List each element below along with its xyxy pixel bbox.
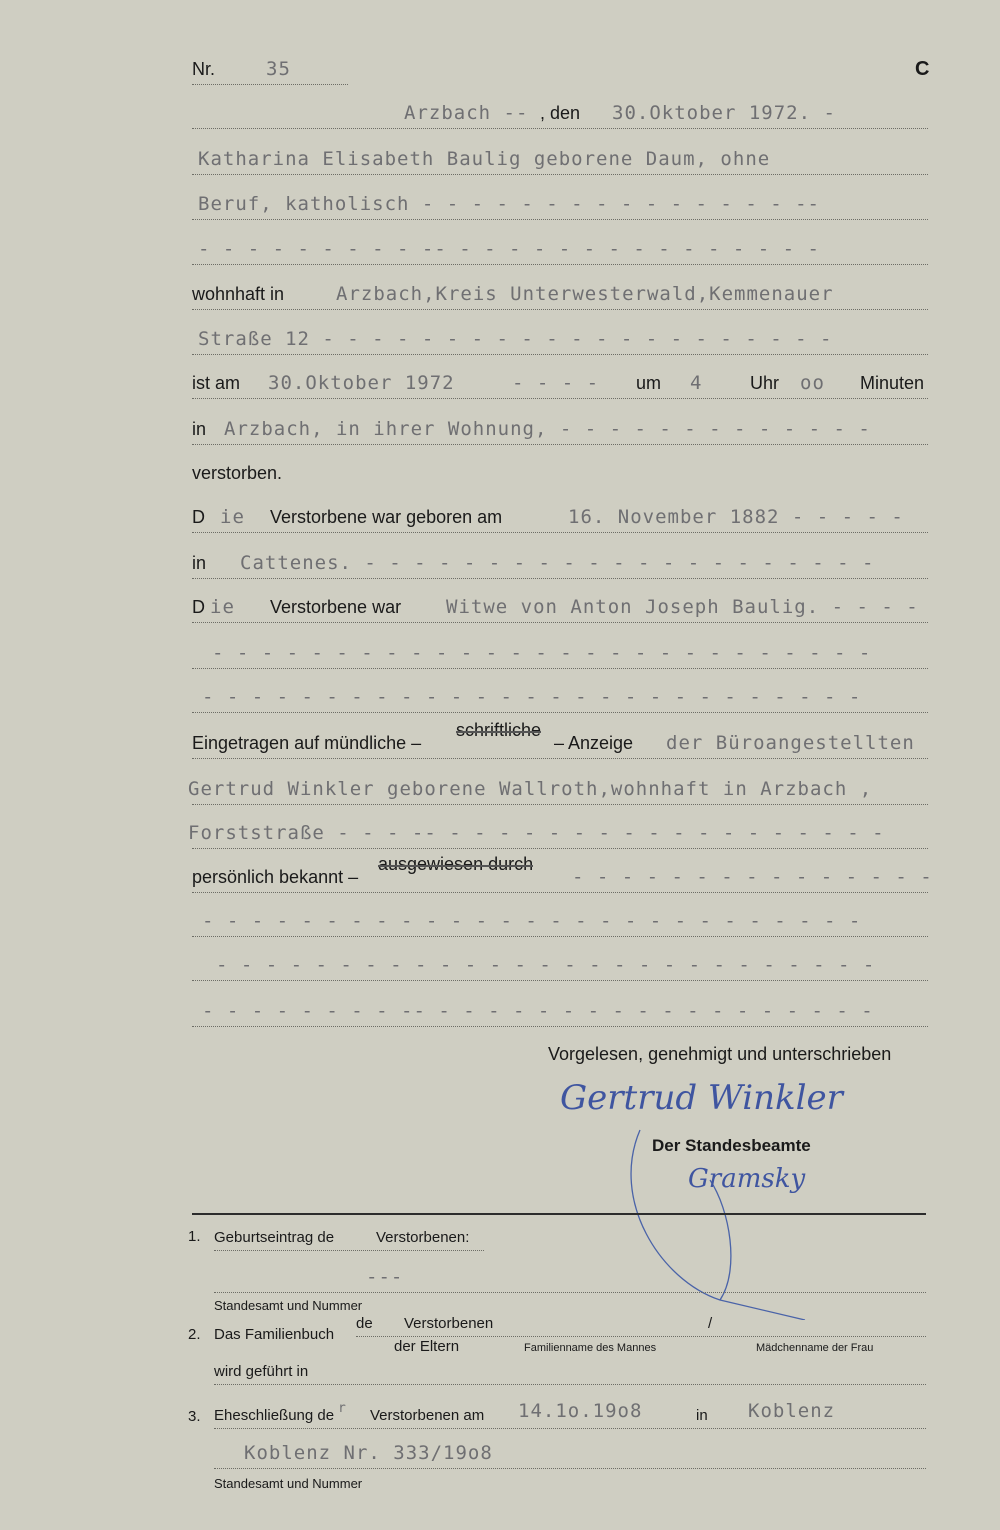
note-3-date: 14.1o.19o8 [518, 1400, 643, 1422]
marital-status: Witwe von Anton Joseph Baulig. - - - - [446, 596, 919, 618]
note-3-registry-line [214, 1434, 926, 1469]
dash-filler: - - - - - - - - - - - - - - - - - - - - - - - - - - - [202, 686, 862, 708]
birth-date: 16. November 1882 - - - - - [568, 506, 904, 528]
dash-filler: - - - - - - - - - - - - - - - - - - - - - - - - - - - [202, 910, 862, 932]
residence-line-2 [192, 320, 928, 355]
death-place-line [192, 410, 928, 445]
uhr-label: Uhr [750, 373, 780, 393]
note-3-number: 3. [188, 1408, 201, 1425]
note-2-verstorbenen: Verstorbenen [404, 1315, 494, 1332]
den-label: , den [540, 103, 581, 123]
note-3-small: Standesamt und Nummer [214, 1476, 363, 1491]
informant-dash-line-3 [192, 992, 928, 1027]
ie-typed: ie [220, 506, 245, 528]
death-place: Arzbach, in ihrer Wohnung, - - - - - - - - - - - - - [224, 418, 871, 440]
ie-typed: ie [210, 596, 235, 618]
number-line [192, 50, 348, 85]
verstorben-line [192, 454, 928, 488]
geboren-label: Verstorbene war geboren am [270, 507, 503, 527]
place-date-line [192, 94, 928, 129]
date: 30.Oktober 1972. - [612, 102, 836, 124]
note-3-place: Koblenz [748, 1400, 836, 1422]
note-2-eltern: der Eltern [394, 1338, 460, 1355]
note-1-small: Standesamt und Nummer [214, 1298, 363, 1313]
bekannt-label: persönlich bekannt – [192, 867, 359, 887]
note-1-value-line [214, 1258, 926, 1293]
informant-signature: Gertrud Winkler [560, 1078, 843, 1118]
informant-occupation: der Büroangestellten [666, 732, 915, 754]
note-3-r: r [338, 1401, 347, 1416]
anzeige-label: – Anzeige [554, 733, 634, 753]
name-line-1 [192, 140, 928, 175]
dash-filler: - - - - - - - - - - - - - - - - - - - - - - - - - - - [216, 954, 876, 976]
wohnhaft-label: wohnhaft in [192, 284, 285, 304]
informant-line-3 [188, 814, 928, 849]
vorgelesen-text: Vorgelesen, genehmigt und unterschrieben [548, 1044, 892, 1064]
note-1-value: --- [366, 1266, 404, 1288]
in-label: in [192, 553, 207, 573]
informant-name: Gertrud Winkler geborene Wallroth,wohnhaft in Arzbach , [188, 778, 873, 800]
ausgewiesen-struck: ausgewiesen durch [378, 854, 534, 874]
note-3-label: Eheschließung de [214, 1407, 335, 1424]
birth-place: Cattenes. - - - - - - - - - - - - - - - - - - - - - [240, 552, 875, 574]
note-2-gefuehrt-line [214, 1356, 926, 1385]
note-3-line [214, 1398, 926, 1429]
note-1-number: 1. [188, 1228, 201, 1245]
d-label: D [192, 597, 205, 617]
dash-filler: - - - - [512, 372, 600, 394]
note-1-label: Geburtseintrag de [214, 1229, 335, 1246]
verstorben-label: verstorben. [192, 463, 283, 483]
deceased-name: Katharina Elisabeth Baulig geborene Daum, ohne [198, 148, 771, 170]
minuten-label: Minuten [860, 373, 925, 393]
place: Arzbach -- [404, 102, 529, 124]
marital-dash-line-2 [192, 678, 928, 713]
birth-date-line [192, 498, 928, 533]
death-date: 30.Oktober 1972 [268, 372, 455, 394]
registrar-signature: Gramsky [688, 1164, 806, 1194]
name-line-2 [192, 185, 928, 220]
dash-filler: - - - - - - - - - -- - - - - - - - - - - - - - - - [198, 238, 820, 260]
note-2-slash: / [708, 1315, 713, 1332]
note-3-label-2: Verstorbenen am [370, 1407, 485, 1424]
note-2-small-frau: Mädchenname der Frau [756, 1342, 874, 1354]
address: Arzbach,Kreis Unterwesterwald,Kemmenauer [336, 283, 834, 305]
dash-filler: - - - - - - - - - - - - - - - [572, 866, 933, 888]
marital-line [192, 588, 928, 623]
note-2-label: Das Familienbuch [214, 1326, 335, 1343]
section-divider [192, 1213, 926, 1215]
informant-line-2 [188, 770, 928, 805]
informant-line-1 [192, 720, 928, 759]
war-label: Verstorbene war [270, 597, 402, 617]
address-street: Straße 12 - - - - - - - - - - - - - - - - - - - - - [198, 328, 833, 350]
name-line-3 [192, 230, 928, 265]
nr-label: Nr. [192, 59, 216, 79]
note-2-small-mann: Familienname des Mannes [524, 1342, 657, 1354]
in-label: in [192, 419, 207, 439]
deceased-occupation: Beruf, katholisch - - - - - - - - - - - - - - - -- [198, 193, 820, 215]
death-date-line [192, 364, 928, 399]
schriftliche-struck: schriftliche [456, 720, 542, 740]
note-2-de: de [356, 1315, 373, 1332]
ist-am-label: ist am [192, 373, 241, 393]
corner-letter: C [915, 58, 930, 80]
dash-filler: - - - - - - - - -- - - - - - - - - - - - - - - - - - - [202, 1000, 874, 1022]
d-label: D [192, 507, 205, 527]
note-1-line [214, 1220, 484, 1251]
note-1-label-2: Verstorbenen: [376, 1229, 470, 1246]
note-2-number: 2. [188, 1326, 201, 1343]
bekannt-line [192, 854, 933, 893]
eingetragen-label: Eingetragen auf mündliche – [192, 733, 422, 753]
dash-filler: - - - - - - - - - - - - - - - - - - - - - - - - - - - [212, 642, 872, 664]
note-3-in: in [696, 1407, 708, 1424]
informant-dash-line-2 [192, 946, 928, 981]
um-label: um [636, 373, 662, 393]
death-hour: 4 [690, 372, 703, 394]
standesbeamte-label: Der Standesbeamte [652, 1136, 811, 1155]
death-minutes: oo [800, 372, 825, 394]
note-2-gefuehrt: wird geführt in [214, 1363, 309, 1380]
residence-line-1 [192, 275, 928, 310]
note-2-line [356, 1310, 926, 1337]
informant-street: Forststraße - - - -- - - - - - - - - - - - - - - - - - - [188, 822, 885, 844]
informant-dash-line-1 [192, 902, 928, 937]
birth-place-line [192, 544, 928, 579]
note-3-registry: Koblenz Nr. 333/19o8 [244, 1442, 493, 1464]
marital-dash-line-1 [192, 634, 928, 669]
nr-value: 35 [266, 58, 291, 80]
